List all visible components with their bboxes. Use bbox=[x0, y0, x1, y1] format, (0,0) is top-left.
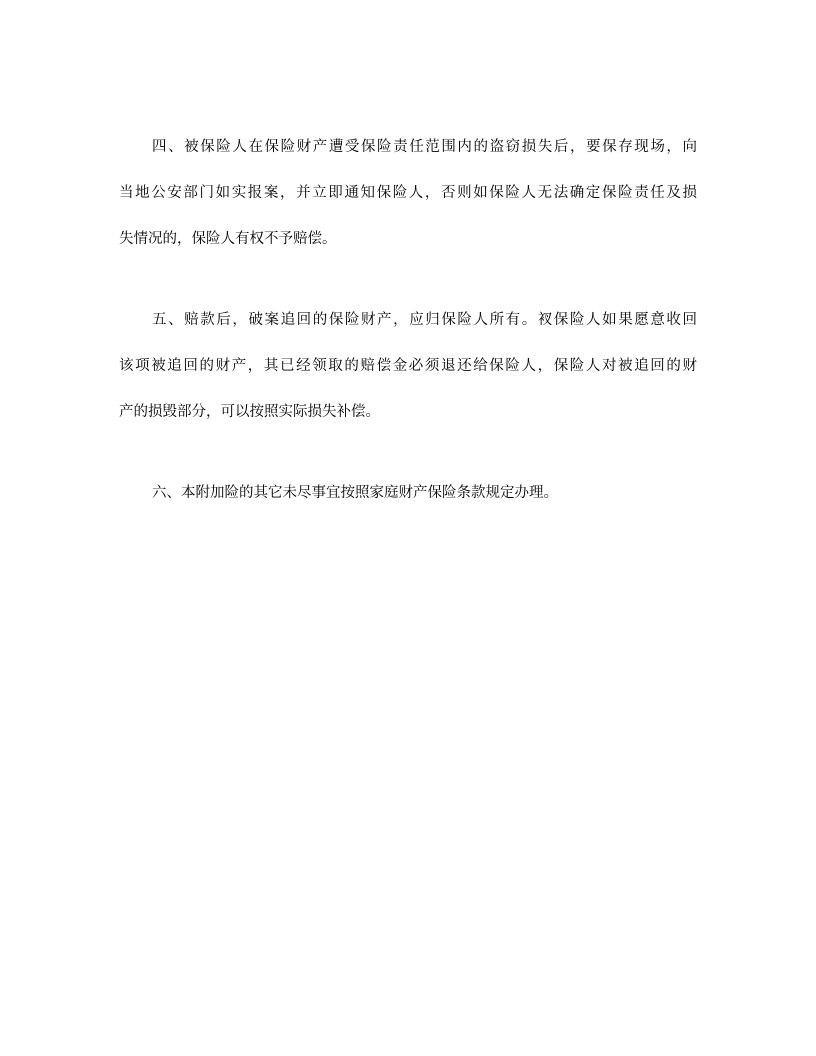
paragraph-line: 失情况的，保险人有权不予赔偿。 bbox=[119, 231, 337, 247]
paragraph-4 bbox=[119, 132, 697, 270]
paragraph-line: 当地公安部门如实报案，并立即通知保险人，否则如保险人无法确定保险责任及损 bbox=[119, 185, 697, 201]
paragraph-5 bbox=[119, 305, 697, 443]
paragraph-line: 六、本附加险的其它未尽事宜按照家庭财产保险条款规定办理。 bbox=[152, 485, 558, 501]
paragraph-line: 四、被保险人在保险财产遭受保险责任范围内的盗窃损失后，要保存现场，向 bbox=[152, 139, 697, 155]
paragraph-line: 五、赔款后，破案追回的保险财产，应归保险人所有。衩保险人如果愿意收回 bbox=[152, 312, 697, 328]
document-body bbox=[119, 132, 697, 559]
paragraph-line: 产的损毁部分，可以按照实际损失补偿。 bbox=[119, 404, 380, 420]
paragraph-6 bbox=[119, 478, 697, 524]
paragraph-line: 该项被追回的财产，其已经领取的赔偿金必须退还给保险人，保险人对被追回的财 bbox=[119, 358, 697, 374]
